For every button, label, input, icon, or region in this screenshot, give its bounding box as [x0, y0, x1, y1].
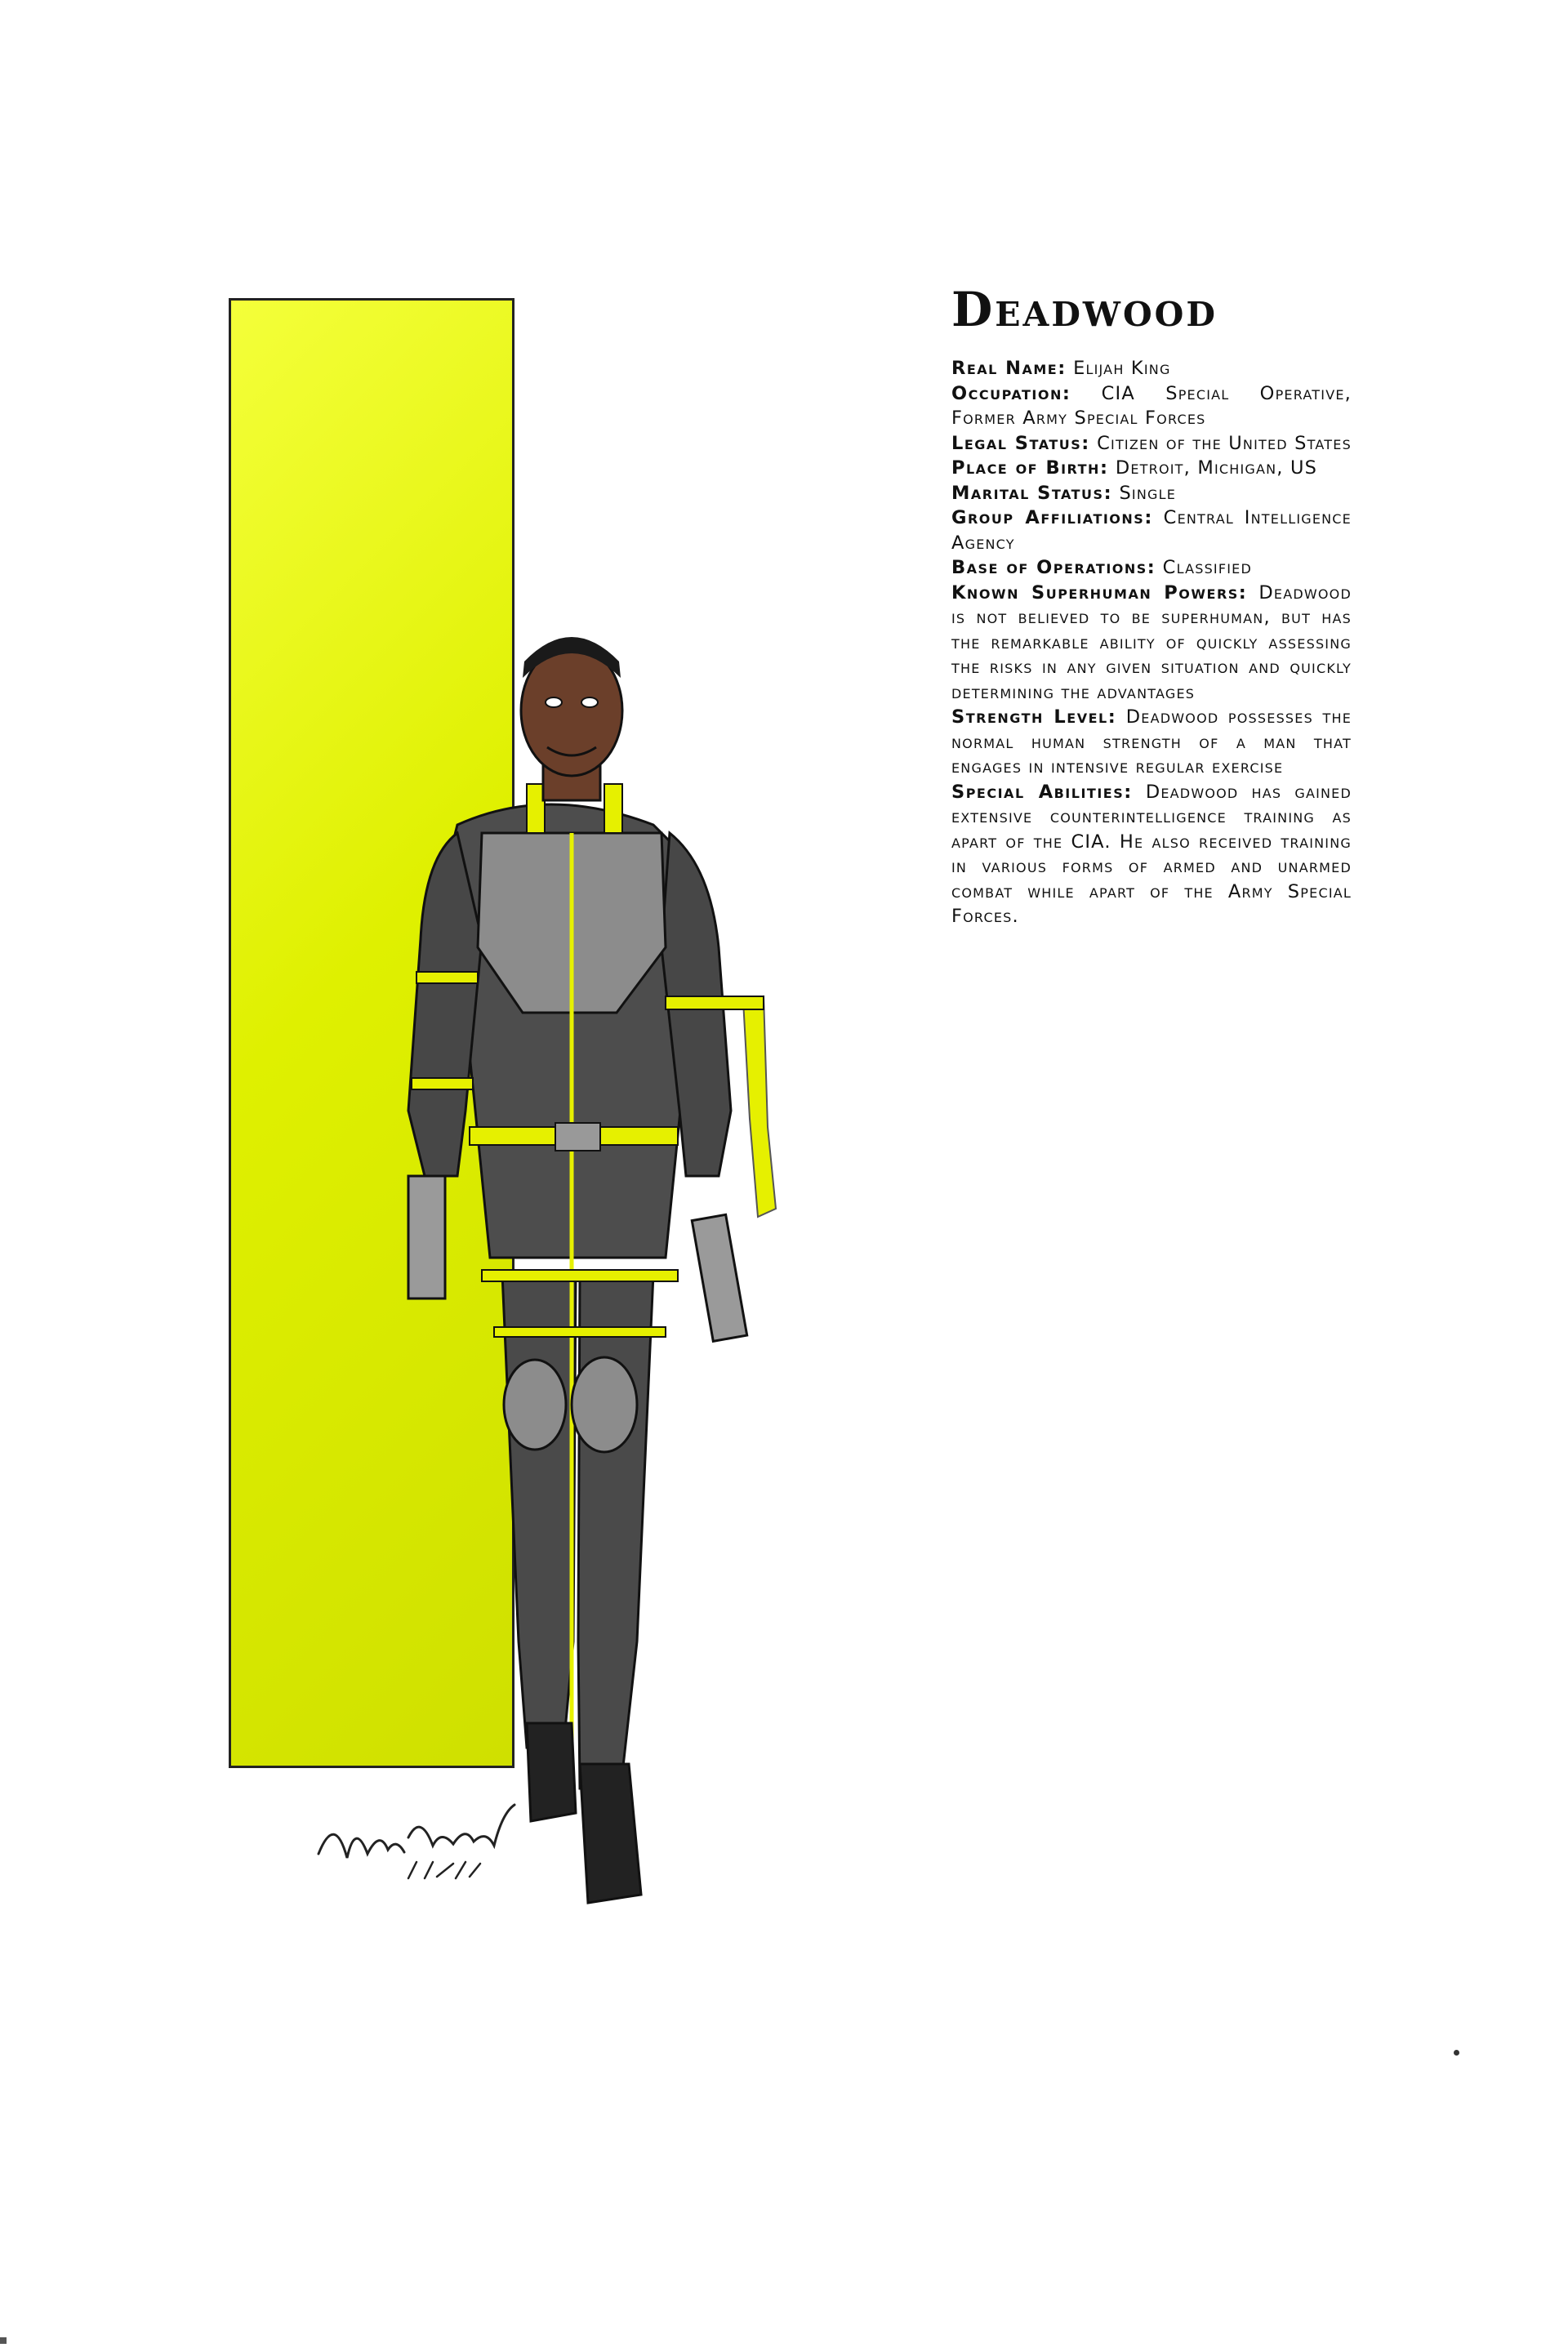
character-name: Deadwood: [951, 282, 1218, 337]
bio-special-abilities: Special Abilities: Deadwood has gained extensive counterintelligence training as apart of the CIA. He also received training in various forms of armed and unarmed combat while apart of the Army Special Forces.: [951, 781, 1352, 927]
bio-base-of-operations: Base of Operations: Classified: [951, 557, 1252, 578]
character-bio: [951, 282, 1352, 929]
bio-occupation: Occupation: CIA Special Operative, Former Army Special Forces: [951, 382, 1352, 429]
bio-real-name: Real Name: Elijah King: [951, 358, 1171, 379]
artist-signature: [310, 1780, 523, 1895]
bio-superhuman-powers: Known Superhuman Powers: Deadwood is not believed to be superhuman, but has the remarkable ability of quickly assessing the risks in any given situation and quickly determining the advantages: [951, 581, 1352, 703]
bio-strength-level: Strength Level: Deadwood possesses the normal human strength of a man that engages in intensive regular exercise: [951, 706, 1352, 777]
bio-marital-status: Marital Status: Single: [951, 482, 1177, 504]
corner-mark: [0, 2337, 7, 2344]
stray-dot: [1454, 2050, 1459, 2056]
bio-group-affiliations: Group Affiliations: Central Intelligence Agency: [951, 507, 1352, 554]
character-illustration: [359, 588, 817, 1936]
bio-place-of-birth: Place of Birth: Detroit, Michigan, US: [951, 457, 1318, 479]
bio-legal-status: Legal Status: Citizen of the United States: [951, 432, 1352, 454]
